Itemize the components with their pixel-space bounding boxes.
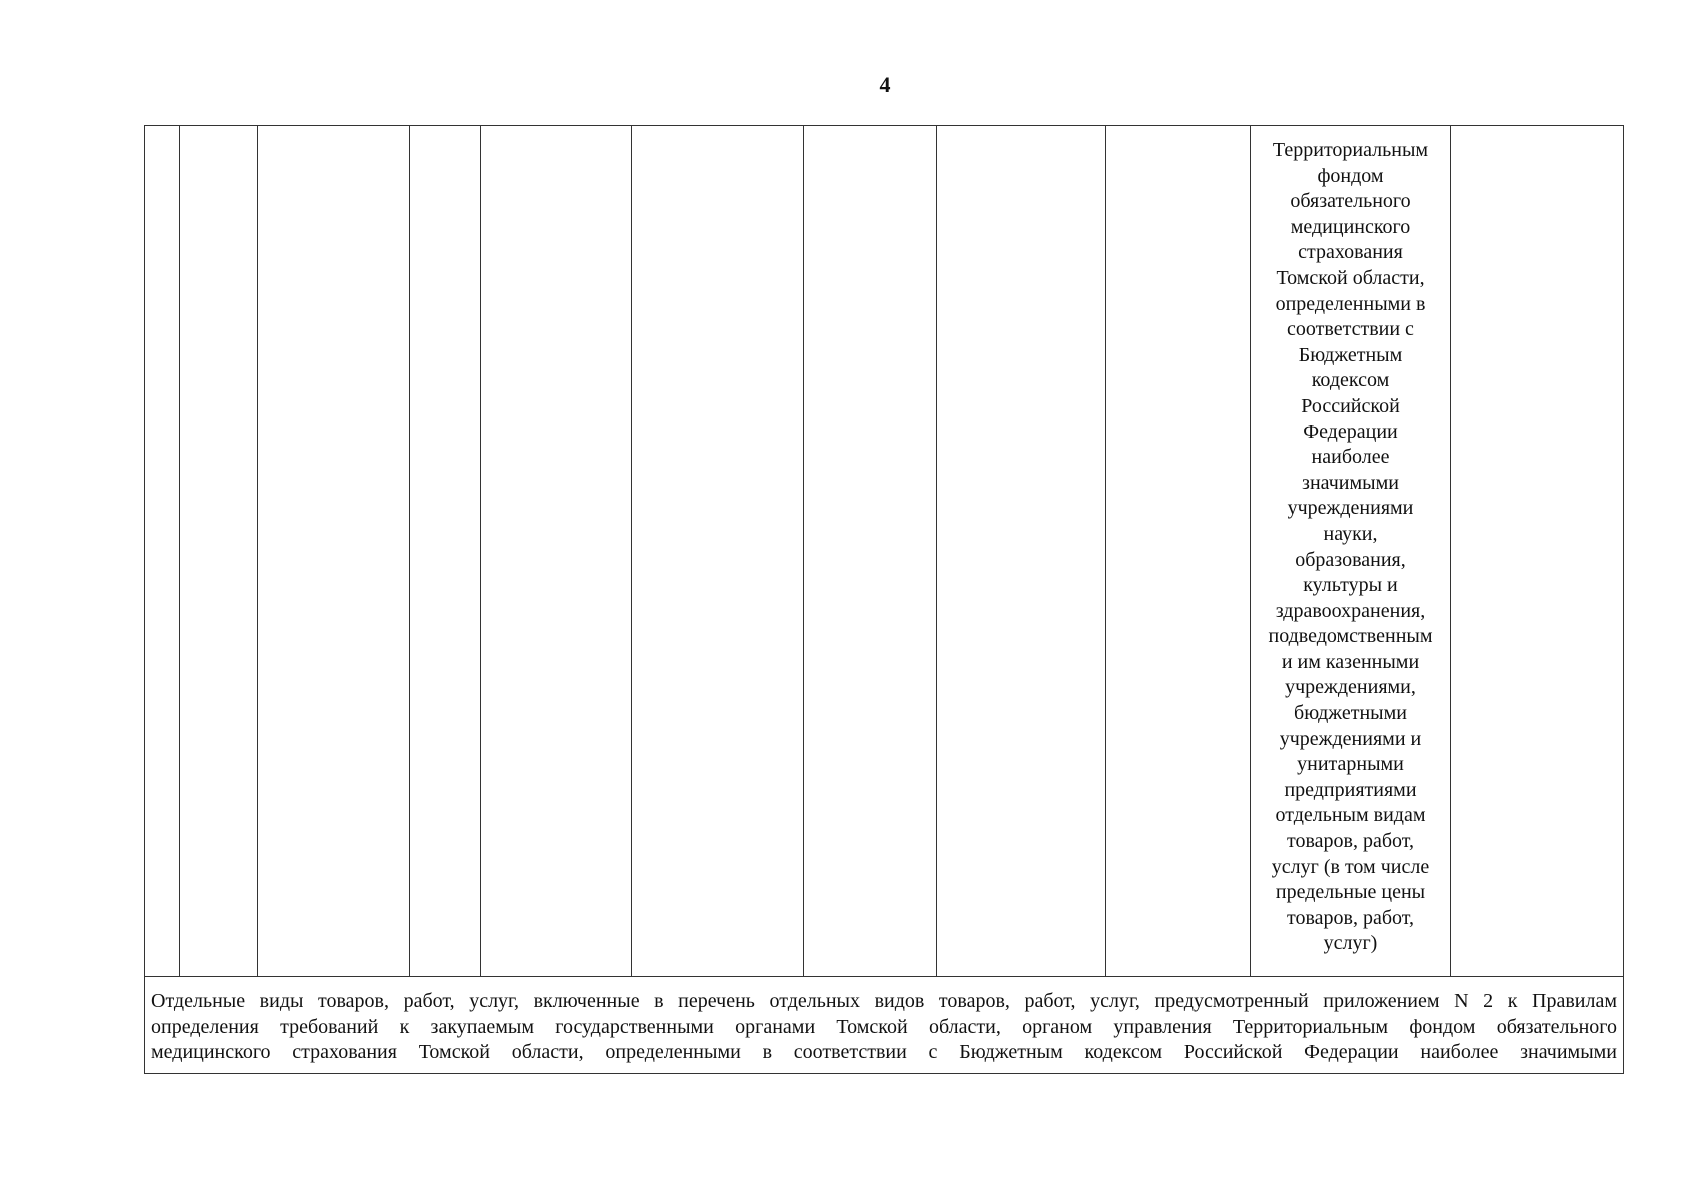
table-section-heading	[145, 977, 1624, 1074]
cell-text-line: предприятиями	[1284, 778, 1417, 801]
table-cell-empty	[1451, 126, 1624, 977]
table-cell-empty	[145, 126, 180, 977]
section-heading-line: медицинского страхования Томской области, определенными в соответствии с Бюджетным кодексом Российской Федерации наиболее значимыми	[151, 1041, 1617, 1064]
table-cell-empty	[804, 126, 937, 977]
section-heading-line: определения требований к закупаемым государственными органами Томской области, органом управления Территориальным фондом обязательного	[151, 1015, 1617, 1038]
cell-text-line: определенными в	[1275, 292, 1426, 315]
cell-text-line: унитарными	[1297, 753, 1404, 776]
cell-text-line: соответствии с	[1287, 318, 1414, 341]
cell-text-line: здравоохранения,	[1275, 599, 1426, 622]
cell-text-line: Томской области,	[1276, 266, 1425, 289]
cell-text-line: бюджетными	[1294, 702, 1407, 725]
cell-text-line: услуг (в том числе	[1271, 855, 1430, 878]
cell-text-line: учреждениями	[1287, 497, 1414, 520]
cell-text-line: Федерации	[1303, 420, 1398, 443]
requirements-table	[144, 125, 1624, 1074]
cell-text-line: страхования	[1298, 241, 1403, 264]
cell-text-line: наиболее	[1311, 446, 1390, 469]
cell-text-line: Территориальным	[1272, 139, 1429, 161]
cell-text-line: учреждениями и	[1279, 727, 1422, 750]
cell-text-line: кодексом	[1311, 369, 1390, 392]
table-cell-empty	[937, 126, 1106, 977]
cell-text-line: предельные цены	[1275, 881, 1426, 904]
table-cell-requirements-text	[1251, 126, 1451, 977]
table-row	[145, 977, 1624, 1074]
cell-text-line: отдельным видам	[1275, 804, 1426, 827]
table-cell-empty	[1106, 126, 1251, 977]
table-cell-empty	[481, 126, 632, 977]
cell-text-line: Российской	[1301, 394, 1400, 417]
cell-text-line: учреждениями,	[1285, 676, 1416, 699]
table-cell-empty	[632, 126, 804, 977]
table-cell-empty	[258, 126, 410, 977]
cell-text-line: науки,	[1323, 522, 1378, 545]
cell-text-line: медицинского	[1290, 215, 1411, 238]
table-cell-empty	[410, 126, 481, 977]
cell-text-line: образования,	[1295, 548, 1406, 571]
cell-text-line: культуры и	[1303, 574, 1398, 597]
cell-text-line: фондом	[1317, 164, 1384, 187]
page-number: 4	[879, 72, 891, 97]
section-heading-line: Отдельные виды товаров, работ, услуг, включенные в перечень отдельных видов товаров, работ, услуг, предусмотренный приложением N 2 к Правилам	[151, 990, 1617, 1012]
cell-text-line: обязательного	[1290, 190, 1411, 213]
cell-text-line: товаров, работ,	[1286, 906, 1414, 929]
table-cell-empty	[180, 126, 258, 977]
cell-text-line: значимыми	[1302, 471, 1399, 494]
cell-text-line: Бюджетным	[1298, 343, 1403, 366]
cell-text-line: услуг)	[1323, 932, 1378, 955]
cell-text-line: товаров, работ,	[1286, 830, 1414, 853]
cell-text-line: и им казенными	[1281, 650, 1420, 673]
table-row	[145, 126, 1624, 977]
cell-text-line: подведомственным	[1268, 625, 1433, 648]
